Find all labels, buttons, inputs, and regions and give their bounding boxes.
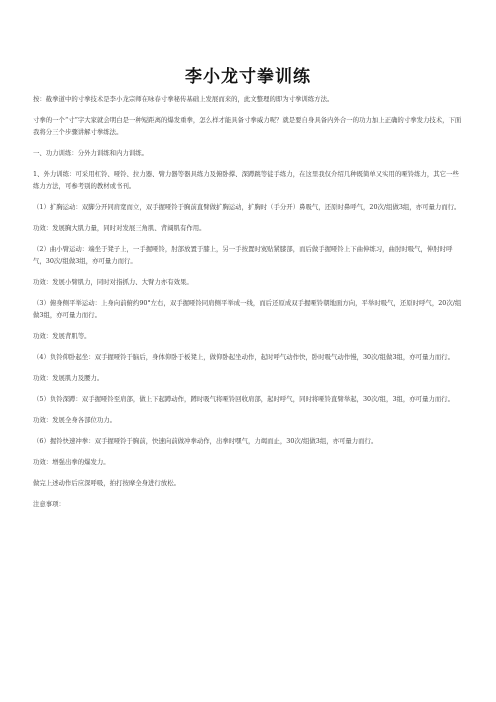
effect-forearm-curl: 功效：发展小臂肌力，同时对指抓力、大臂力亦有效果。 <box>33 278 193 286</box>
effect-weighted-punch: 功效：增强出拳的爆发力。 <box>33 458 110 466</box>
document-body <box>33 93 465 519</box>
exercise-weighted-squat: （5）负铃深蹲：双手握哑铃至肩部，做上下起蹲动作，蹲时吸气将哑铃回收肩部，起时呼气，同时将哑铃直臂举起，30次/组，3组，亦可量力而行。 <box>33 395 455 403</box>
section-heading-strength-training: 一、功力训练：分外力训练和内力训练。 <box>33 149 149 157</box>
exercise-weighted-situp: （4）负铃仰卧起坐：双手握哑铃于脑后，身体仰卧于板凳上，做仰卧起坐动作，起时呼气动作快，卧时吸气动作慢，30次/组做3组，亦可量力而行。 <box>33 353 455 361</box>
intro-paragraph: 寸拳的一个“寸”字大家就会明白是一种短距离的爆发重拳，怎么样才能具备寸拳威力呢？就是要自身具备内外合一的功力加上正确的寸拳发力技术，下面我将分三个步骤讲解寸拳练法。 <box>33 116 462 136</box>
cooldown-paragraph: 做完上述动作后应深呼吸，拍打按摩全身进行放松。 <box>33 479 180 487</box>
exercise-forearm-curl: （2）曲小臂运动：端坐于凳子上，一手握哑铃，肘部放置于膝上，另一手按置时寞贴紧膝部，而后做手握哑铃上下曲伸练习，曲肘时吸气，伸肘时呼气，30次/组做3组，亦可量力而行。 <box>33 245 453 265</box>
document-title: 李小龙寸拳训练 <box>185 67 311 87</box>
intro-note-paragraph: 按：截拳道中的寸拳技术是李小龙宗师在咏春寸拳秘传基础上发展而来的，此文整理的即为寸拳训练方法。 <box>33 95 334 103</box>
effect-bent-over-raise: 功效：发展背肌等。 <box>33 332 91 340</box>
effect-chest-expansion: 功效：发展胸大肌力量，同时对发展三角肌、背阔肌有作用。 <box>33 224 206 232</box>
notes-heading: 注意事项： <box>33 500 65 508</box>
external-training-paragraph: 1、外力训练：可采用杠铃、哑铃、拉力器、臂力器等器具练力及俯卧撑、深蹲跳等徒手练力，在这里我仅介绍几种既简单又实用的哑铃练力，其它一些练力方法，可参考别的教材或书刊。 <box>33 170 459 190</box>
effect-weighted-situp: 功效：发展肌力及腰力。 <box>33 374 104 382</box>
effect-weighted-squat: 功效：发展全身各部位功力。 <box>33 416 117 424</box>
exercise-weighted-punch: （6）握铃快速冲拳：双手握哑铃于胸前，快速向前做冲拳动作，出拳时嘿气，力竭而止，30次/组做3组，亦可量力而行。 <box>33 437 378 445</box>
exercise-chest-expansion: （1）扩胸运动：双脚分开同肩宽而立，双手握哑铃于胸前直臂做扩胸运动，扩胸时（手分开）鼻吸气，还原时鼻呼气，20次/组做3组，亦可量力而行。 <box>33 203 461 211</box>
exercise-bent-over-raise: （3）俯身侧平举运动：上身向前俯约90°左右，双手握哑铃同肩侧平举成一线，而后还原成双手握哑铃朝地面方向，平举时吸气，还原时呼气，20次/组做3组，亦可量力而行。 <box>33 299 462 319</box>
